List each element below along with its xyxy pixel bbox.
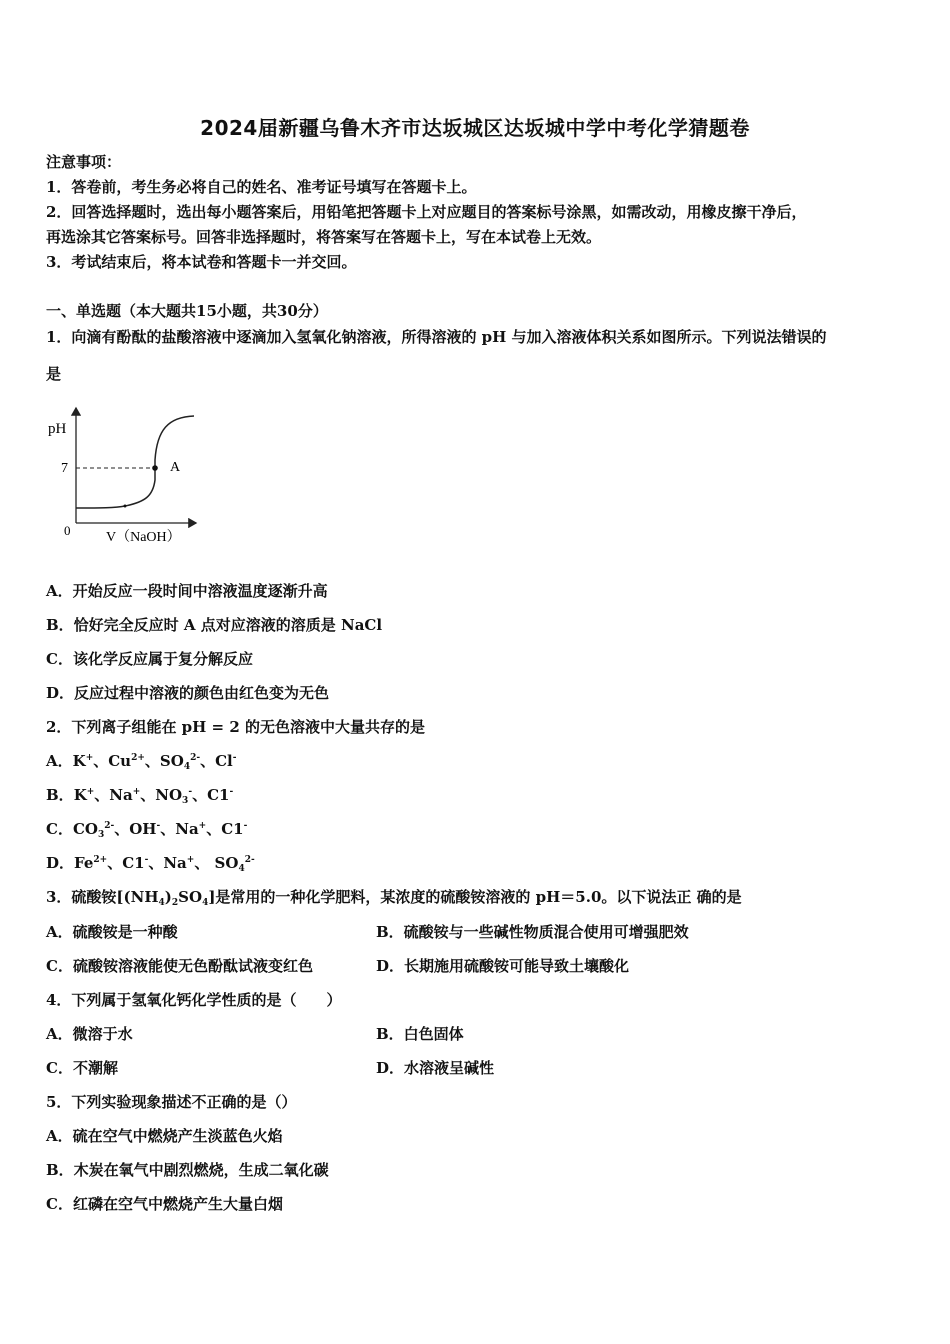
origin-label: 0 bbox=[64, 523, 71, 538]
q2-option-d: D．$Fe^{2+}$、C1-、Na+、 $SO_4^{2-}$ bbox=[46, 854, 255, 874]
q1-option-b: B．恰好完全反应时 A 点对应溶液的溶质是 NaCl bbox=[46, 616, 383, 634]
page-title: 2024届新疆乌鲁木齐市达坂城区达坂城中学中考化学猜题卷 bbox=[200, 116, 750, 140]
q2-option-b: B．K+、Na+、$NO_3^-$、C1- bbox=[46, 786, 234, 806]
point-a-label: A bbox=[170, 460, 181, 475]
x-axis-label: V（NaOH） bbox=[106, 530, 181, 545]
q1-option-d: D．反应过程中溶液的颜色由红色变为无色 bbox=[46, 684, 330, 702]
q4-stem: 4．下列属于氢氧化钙化学性质的是（ ） bbox=[46, 991, 342, 1009]
ph-titration-graph bbox=[40, 400, 210, 550]
q5-option-a: A．硫在空气中燃烧产生淡蓝色火焰 bbox=[46, 1127, 283, 1145]
q3-option-b: B．硫酸铵与一些碱性物质混合使用可增强肥效 bbox=[376, 923, 689, 941]
q5-stem: 5．下列实验现象描述不正确的是（） bbox=[46, 1093, 297, 1111]
q3-stem: 3．硫酸铵$[(NH_4)_2SO_4]$是常用的一种化学肥料，某浓度的硫酸铵溶液的 pH＝5.0。以下说法正 确的是 bbox=[46, 888, 742, 908]
q2-option-a: A．K+、$Cu^{2+}$、$SO_4^{2-}$、Cl- bbox=[46, 752, 237, 772]
notice-item-2-cont: 再选涂其它答案标号。回答非选择题时，将答案写在答题卡上，写在本试卷上无效。 bbox=[46, 228, 602, 246]
q2-stem: 2．下列离子组能在 pH = 2 的无色溶液中大量共存的是 bbox=[46, 718, 425, 736]
q3-option-a: A．硫酸铵是一种酸 bbox=[46, 923, 178, 941]
notice-item-2: 2．回答选择题时，选出每小题答案后，用铅笔把答题卡上对应题目的答案标号涂黑，如需改动，用橡皮擦干净后， bbox=[46, 203, 807, 221]
q4-option-a: A．微溶于水 bbox=[46, 1025, 133, 1043]
section-heading: 一、单选题（本大题共15小题，共30分） bbox=[46, 302, 328, 320]
q1-option-a: A．开始反应一段时间中溶液温度逐渐升高 bbox=[46, 582, 328, 600]
curve-dot bbox=[124, 505, 127, 508]
q4-option-c: C．不潮解 bbox=[46, 1059, 118, 1077]
notice-item-1: 1．答卷前，考生务必将自己的姓名、准考证号填写在答题卡上。 bbox=[46, 178, 477, 196]
q5-option-b: B．木炭在氧气中剧烈燃烧，生成二氧化碳 bbox=[46, 1161, 329, 1179]
notice-item-3: 3．考试结束后，将本试卷和答题卡一并交回。 bbox=[46, 253, 357, 271]
notice-heading: 注意事项： bbox=[46, 153, 122, 171]
y-axis-label: pH bbox=[48, 421, 67, 437]
q1-stem-cont: 是 bbox=[46, 365, 62, 383]
q4-option-b: B．白色固体 bbox=[376, 1025, 464, 1043]
y-tick-7: 7 bbox=[61, 461, 68, 476]
point-a-marker bbox=[152, 465, 158, 471]
q2-option-c: C．$CO_3^{2-}$、OH-、Na+、C1- bbox=[46, 820, 248, 840]
q5-option-c: C．红磷在空气中燃烧产生大量白烟 bbox=[46, 1195, 283, 1213]
q3-option-c: C．硫酸铵溶液能使无色酚酞试液变红色 bbox=[46, 957, 313, 975]
q1-stem: 1．向滴有酚酞的盐酸溶液中逐滴加入氢氧化钠溶液，所得溶液的 pH 与加入溶液体积关系如图所示。下列说法错误的 bbox=[46, 328, 827, 346]
q1-option-c: C．该化学反应属于复分解反应 bbox=[46, 650, 253, 668]
q3-option-d: D．长期施用硫酸铵可能导致土壤酸化 bbox=[376, 957, 630, 975]
q4-option-d: D．水溶液呈碱性 bbox=[376, 1059, 495, 1077]
